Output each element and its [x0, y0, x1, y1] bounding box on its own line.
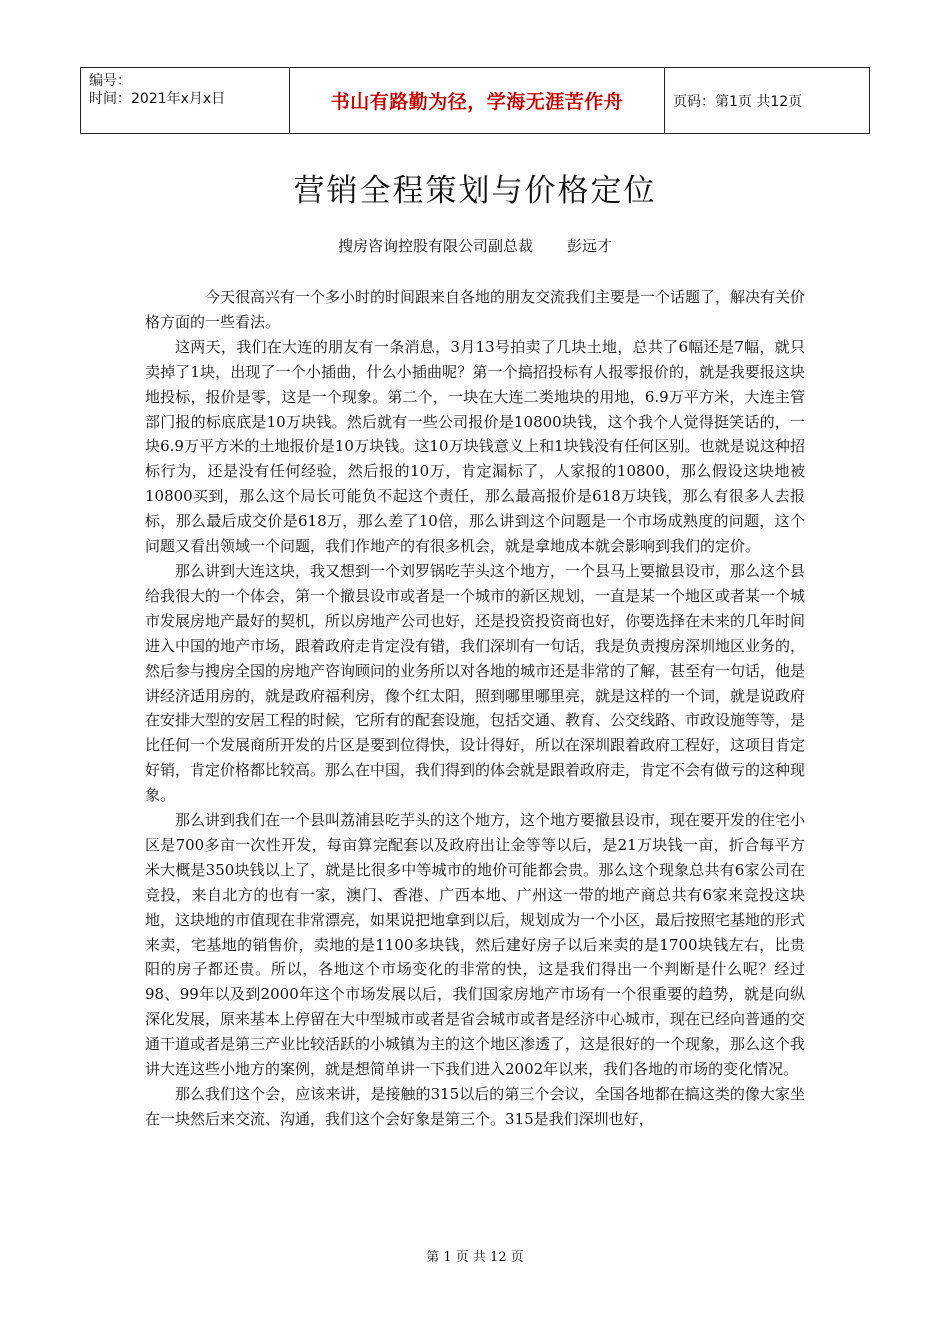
- header-meta-cell: [81, 68, 290, 134]
- body-paragraph: 那么讲到我们在一个县叫荔浦县吃芋头的这个地方，这个地方要撤县设市，现在要开发的住宅小区是700多亩一次性开发，每亩算完配套以及政府出让金等等以后，是21万块钱一亩，折合每平方米大概是350块钱以上了，就是比很多中等城市的地价可能都会贵。那么这个现象总共有6家公司在竞投，来自北方的也有一家，澳门、香港、广西本地、广州这一带的地产商总共有6家来竞投这块地，这块地的市值现在非常漂亮，如果说把地拿到以后，规划成为一个小区，最后按照宅基地的形式来卖，宅基地的销售价，卖地的是1100多块钱，然后建好房子以后来卖的是1700块钱左右，比贵阳的房子都还贵。所以，各地这个市场变化的非常的快，这是我们得出一个判断是什么呢？经过98、99年以及到2000年这个市场发展以后，我们国家房地产市场有一个很重要的趋势，就是向纵深化发展，原来基本上停留在大中型城市或者是省会城市或者是经济中心城市，现在已经向普通的交通干道或者是第三产业比较活跃的小城镇为主的这个地区渗透了，这是很好的一个现象，那么这个我讲大连这些小地方的案例，就是想简单讲一下我们进入2002年以来，我们各地的市场的变化情况。: [145, 811, 806, 1079]
- document-body: [145, 285, 805, 1132]
- body-paragraph: 这两天，我们在大连的朋友有一条消息，3月13号拍卖了几块土地，总共了6幅还是7幅，就只卖掉了1块，出现了一个小插曲，什么小插曲呢？第一个搞招投标有人报零报价的，就是我要报这块地投标，报价是零，这是一个现象。第二个，一块在大连二类地块的用地，6.9万平方米，大连主管部门报的标底底是10万块钱。然后就有一些公司报价是10800块钱，这个我个人觉得挺笑话的，一块6.9万平方米的土地报价是10万块钱。这10万块钱意义上和1块钱没有任何区别。也就是说这种招标行为，还是没有任何经验，然后报的10万，肯定漏标了，人家报的10800，那么假设这块地被10800买到，那么这个局长可能负不起这个责任，那么最高报价是618万块钱，那么有很多人去报标，那么最后成交价是618万，那么差了10倍，那么讲到这个问题是一个市场成熟度的问题，这个问题又看出领域一个问题，我们作地产的有很多机会，就是拿地成本就会影响到我们的定价。: [145, 337, 805, 556]
- body-paragraph: 今天很高兴有一个多小时的时间跟来自各地的朋友交流我们主要是一个话题了，解决有关价格方面的一些看法。: [145, 288, 806, 331]
- document-date: 时间：2021年x月x日: [89, 91, 226, 107]
- document-title: 营销全程策划与价格定位: [293, 173, 657, 209]
- page-footer: 第 1 页 共 12 页: [426, 1250, 524, 1265]
- author-organization: 搜房咨询控股有限公司副总裁: [337, 237, 533, 255]
- document-number-label: 编号：: [89, 73, 131, 89]
- body-paragraph: 那么我们这个会，应该来讲，是接触的315以后的第三个会议，全国各地都在搞这类的像大家坐在一块然后来交流、沟通，我们这个会好象是第三个。315是我们深圳也好，: [145, 1085, 805, 1128]
- author-line: [0, 235, 950, 256]
- body-paragraph: 那么讲到大连这块，我又想到一个刘罗锅吃芋头这个地方，一个县马上要撤县设市，那么这个县给我很大的一个体会，第一个撤县设市或者是一个城市的新区规划，一直是某一个地区或者某一个城市发展房地产最好的契机，所以房地产公司也好，还是投资投资商也好，你要选择在未来的几年时间进入中国的地产市场，跟着政府走肯定没有错，我们深圳有一句话，我是负责搜房深圳地区业务的，然后参与搜房全国的房地产咨询顾问的业务所以对各地的城市还是非常的了解，甚至有一句话，他是讲经济适用房的，就是政府福利房，像个红太阳，照到哪里哪里亮，就是这样的一个词，就是说政府在安排大型的安居工程的时候，它所有的配套设施，包括交通、教育、公交线路、市政设施等等，是比任何一个发展商所开发的片区是要到位得快，设计得好，所以在深圳跟着政府工程好，这项目肯定好销，肯定价格都比较高。那么在中国，我们得到的体会就是跟着政府走，肯定不会有做亏的这种现象。: [145, 561, 806, 805]
- author-name: 彭远才: [567, 237, 613, 255]
- header-page-info: 页码：第1页 共12页: [665, 68, 870, 134]
- header-motto: 书山有路勤为径，学海无涯苦作舟: [290, 68, 665, 134]
- page-header: [80, 67, 870, 134]
